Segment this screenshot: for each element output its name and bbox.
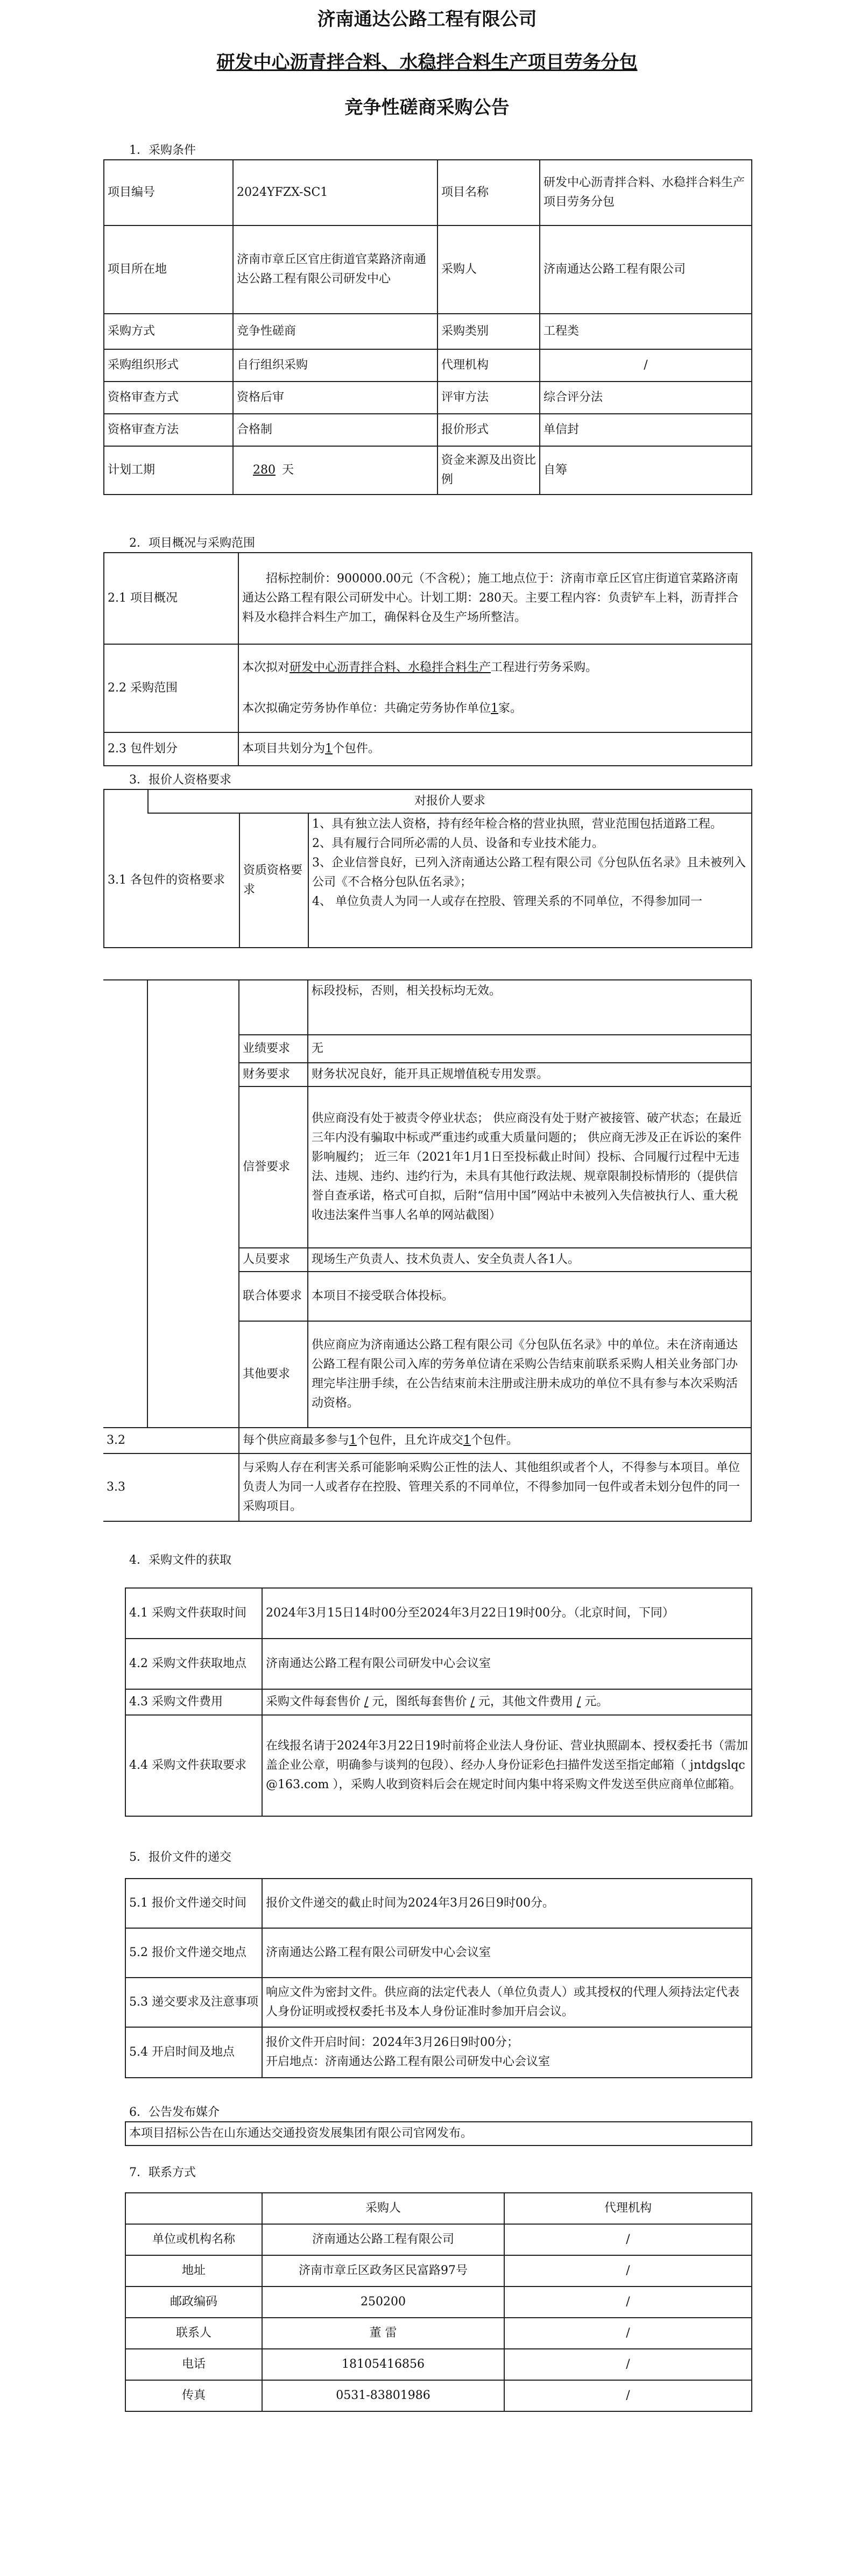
table-row: 2.1 项目概况 招标控制价：900000.00元（不含税）；施工地点位于：济南市章丘区官庄街道官菜路济南通达公路工程有限公司研发中心。计划工期：280天。主要工程内容：负责铲车上料，沥青拌合料及水稳拌合料生产加工，确保料仓及生产场所整洁。: [104, 553, 752, 644]
table-row: 5.3 递交要求及注意事项 响应文件为密封文件。供应商的法定代表人（单位负责人）或其授权的代理人须持法定代表人身份证明或授权委托书及本人身份证准时参加开启会议。: [125, 1978, 752, 2027]
table-row: 4.3 采购文件费用 采购文件每套售价 / 元，图纸每套售价 / 元，其他文件费用 / 元。: [125, 1689, 752, 1715]
table-row: 对报价人要求: [104, 789, 752, 813]
table-row: 资格审查方法 合格制 报价形式 单信封: [104, 414, 752, 446]
table-row: 业绩要求 无: [103, 1035, 751, 1063]
contact-table: [125, 2192, 752, 2412]
table-row: 5.4 开启时间及地点 报价文件开启时间：2024年3月26日9时00分； 开启地点：济南通达公路工程有限公司研发中心会议室: [125, 2027, 752, 2078]
qualification-table-part2: [103, 979, 752, 1522]
procurement-conditions-table: [103, 159, 752, 495]
table-row: 单位或机构名称 济南通达公路工程有限公司 /: [125, 2224, 752, 2255]
table-row: 2.3 包件划分 本项目共划分为1个包件。: [104, 732, 752, 766]
table-row: 资格审查方式 资格后审 评审方法 综合评分法: [104, 382, 752, 414]
qualification-table-part1: [103, 789, 752, 948]
table-row: 项目编号 2024YFZX-SC1 项目名称 研发中心沥青拌合料、水稳拌合料生产项目劳务分包: [104, 160, 752, 225]
section-5-heading: 5．报价文件的递交: [129, 1851, 231, 1864]
document-acquisition-table: [125, 1587, 752, 1817]
section-3-heading: 3．报价人资格要求: [129, 773, 231, 787]
section-2-heading: 2．项目概况与采购范围: [129, 537, 255, 550]
table-row: 采购人 代理机构: [125, 2193, 752, 2224]
section-4-heading: 4．采购文件的获取: [129, 1554, 231, 1567]
table-row: 3.2 每个供应商最多参与1个包件，且允许成交1个包件。: [103, 1428, 751, 1453]
table-row: 4.4 采购文件获取要求 在线报名请于2024年3月22日19时前将企业法人身份证、营业执照副本、授权委托书（需加盖企业公章，明确参与谈判的包段）、经办人身份证彩色扫描件发送至指定邮箱（ jntdgslqc@163.com ），采购人收到资料后会在规定时间内集中将采购文件发送至供应商单位邮箱。: [125, 1715, 752, 1816]
table-row: 2.2 采购范围 本次拟对研发中心沥青拌合料、水稳拌合料生产工程进行劳务采购。 本次拟确定劳务协作单位：共确定劳务协作单位1家。: [104, 644, 752, 732]
table-row: 4.1 采购文件获取时间 2024年3月15日14时00分至2024年3月22日19时00分。（北京时间，下同）: [125, 1588, 752, 1639]
table-row: 邮政编码 250200 /: [125, 2286, 752, 2318]
project-overview-table: [103, 552, 752, 766]
publication-media-table: [125, 2121, 752, 2146]
table-row: 3.3 与采购人存在利害关系可能影响采购公正性的法人、其他组织或者个人，不得参与本项目。单位负责人为同一人或者存在控股、管理关系的不同单位，不得参加同一包件或者未划分包件的同一采购项目。: [103, 1453, 751, 1521]
section-6-heading: 6．公告发布媒介: [129, 2106, 220, 2119]
table-row: 标段投标，否则，相关投标均无效。: [103, 980, 751, 1035]
table-row: 本项目招标公告在山东通达交通投资发展集团有限公司官网发布。: [125, 2122, 752, 2146]
company-title: 济南通达公路工程有限公司: [317, 9, 537, 30]
table-row: 采购方式 竞争性磋商 采购类别 工程类: [104, 314, 752, 349]
table-row: 人员要求 现场生产负责人、技术负责人、安全负责人各1人。: [103, 1248, 751, 1272]
submission-table: [125, 1878, 752, 2078]
table-row: 传真 0531-83801986 /: [125, 2380, 752, 2411]
section-1-heading: 1．采购条件: [129, 144, 196, 157]
section-7-heading: 7．联系方式: [129, 2166, 196, 2179]
table-row: 4.2 采购文件获取地点 济南通达公路工程有限公司研发中心会议室: [125, 1639, 752, 1689]
table-row: 3.1 各包件的资格要求 资质资格要求 1、具有独立法人资格，持有经年检合格的营业执照，营业范围包括道路工程。 2、具有履行合同所必需的人员、设备和专业技术能力。 3、企业信誉良好，已列入济南通达公路工程有限公司《分包队伍名录》且未被列入公司《不合格分包队伍名录》； 4、 单位负责人为同一人或存在控股、管理关系的不同单位，不得参加同一: [104, 813, 752, 948]
project-title: 研发中心沥青拌合料、水稳拌合料生产项目劳务分包: [216, 52, 638, 73]
table-row: 计划工期 280 天 资金来源及出资比例 自筹: [104, 446, 752, 495]
table-row: 电话 18105416856 /: [125, 2349, 752, 2380]
table-row: 其他要求 供应商应为济南通达公路工程有限公司《分包队伍名录》中的单位。未在济南通达公路工程有限公司入库的劳务单位请在采购公告结束前联系采购人相关业务部门办理完毕注册手续，在公告结束前未注册或注册未成功的单位不具有参与本次采购活动资格。: [103, 1321, 751, 1428]
table-row: 项目所在地 济南市章丘区官庄街道官菜路济南通达公路工程有限公司研发中心 采购人 济南通达公路工程有限公司: [104, 225, 752, 314]
table-row: 地址 济南市章丘区政务区民富路97号 /: [125, 2255, 752, 2286]
document-type-title: 竞争性磋商采购公告: [344, 97, 510, 118]
table-row: 采购组织形式 自行组织采购 代理机构 /: [104, 349, 752, 382]
table-row: 联系人 董 雷 /: [125, 2318, 752, 2349]
table-row: 5.1 报价文件递交时间 报价文件递交的截止时间为2024年3月26日9时00分。: [125, 1879, 752, 1928]
table-row: 财务要求 财务状况良好，能开具正规增值税专用发票。: [103, 1063, 751, 1086]
table-row: 联合体要求 本项目不接受联合体投标。: [103, 1272, 751, 1321]
table-row: 信誉要求 供应商没有处于被责令停业状态； 供应商没有处于财产被接管、破产状态；在最近三年内没有骗取中标或严重违约或重大质量问题的； 供应商无涉及正在诉讼的案件影响履约； 近三年（2021年1月1日至投标截止时间）投标、合同履行过程中无违法、违规、违约、违约行为，未具有其他行政法规、规章限制投标情形的（提供信誉自查承诺，格式可自拟，后附“信用中国”网站中未被列入失信被执行人、重大税收违法案件当事人名单的网站截图）: [103, 1086, 751, 1248]
table-row: 5.2 报价文件递交地点 济南通达公路工程有限公司研发中心会议室: [125, 1928, 752, 1978]
